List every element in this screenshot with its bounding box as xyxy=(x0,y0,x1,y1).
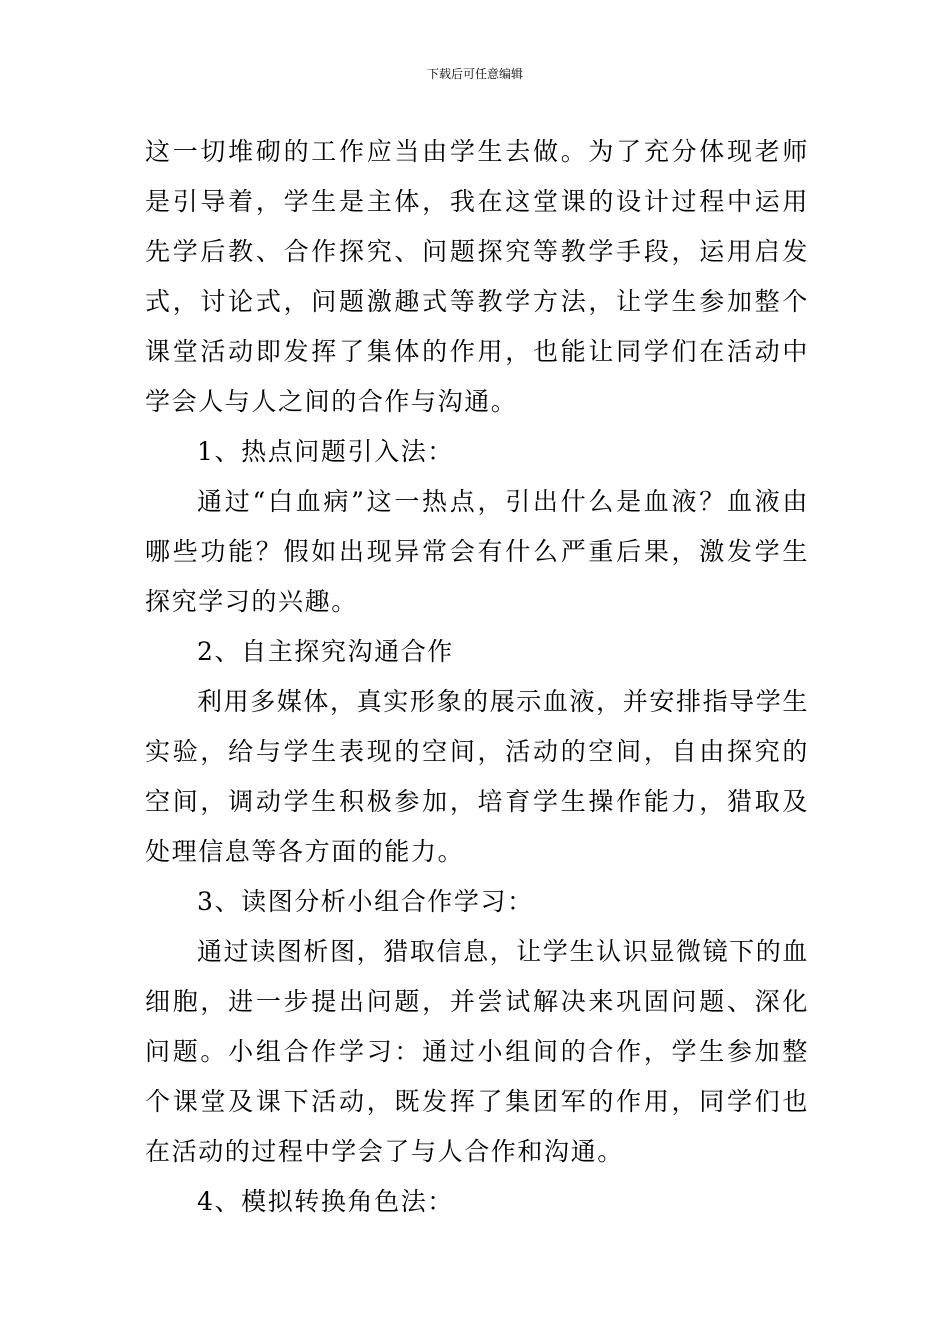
document-body xyxy=(145,127,809,1227)
paragraph-hot-topic: 通过“白血病”这一热点，引出什么是血液？血液由哪些功能？假如出现异常会有什么严重后果，激发学生探究学习的兴趣。 xyxy=(145,487,809,616)
heading-self-exploration: 2、自主探究沟通合作 xyxy=(197,637,454,666)
heading-hot-topic-method: 1、热点问题引入法： xyxy=(197,437,454,466)
heading-reading-analysis: 3、读图分析小组合作学习： xyxy=(197,887,534,916)
paragraph-self-exploration: 利用多媒体，真实形象的展示血液，并安排指导学生实验，给与学生表现的空间，活动的空间，自由探究的空间，调动学生积极参加，培育学生操作能力，猎取及处理信息等各方面的能力。 xyxy=(145,687,809,866)
paragraph-continuation: 这一切堆砌的工作应当由学生去做。为了充分体现老师是引导着，学生是主体，我在这堂课的设计过程中运用先学后教、合作探究、问题探究等教学手段，运用启发式，讨论式，问题激趣式等教学方法，让学生参加整个课堂活动即发挥了集体的作用，也能让同学们在活动中学会人与人之间的合作与沟通。 xyxy=(145,137,809,416)
heading-role-switch: 4、模拟转换角色法： xyxy=(197,1187,454,1216)
paragraph-reading-analysis: 通过读图析图，猎取信息，让学生认识显微镜下的血细胞，进一步提出问题，并尝试解决来巩固问题、深化问题。小组合作学习：通过小组间的合作，学生参加整个课堂及课下活动，既发挥了集团军的作用，同学们也在活动的过程中学会了与人合作和沟通。 xyxy=(145,937,809,1166)
page-header-note: 下载后可任意编辑 xyxy=(426,67,523,81)
